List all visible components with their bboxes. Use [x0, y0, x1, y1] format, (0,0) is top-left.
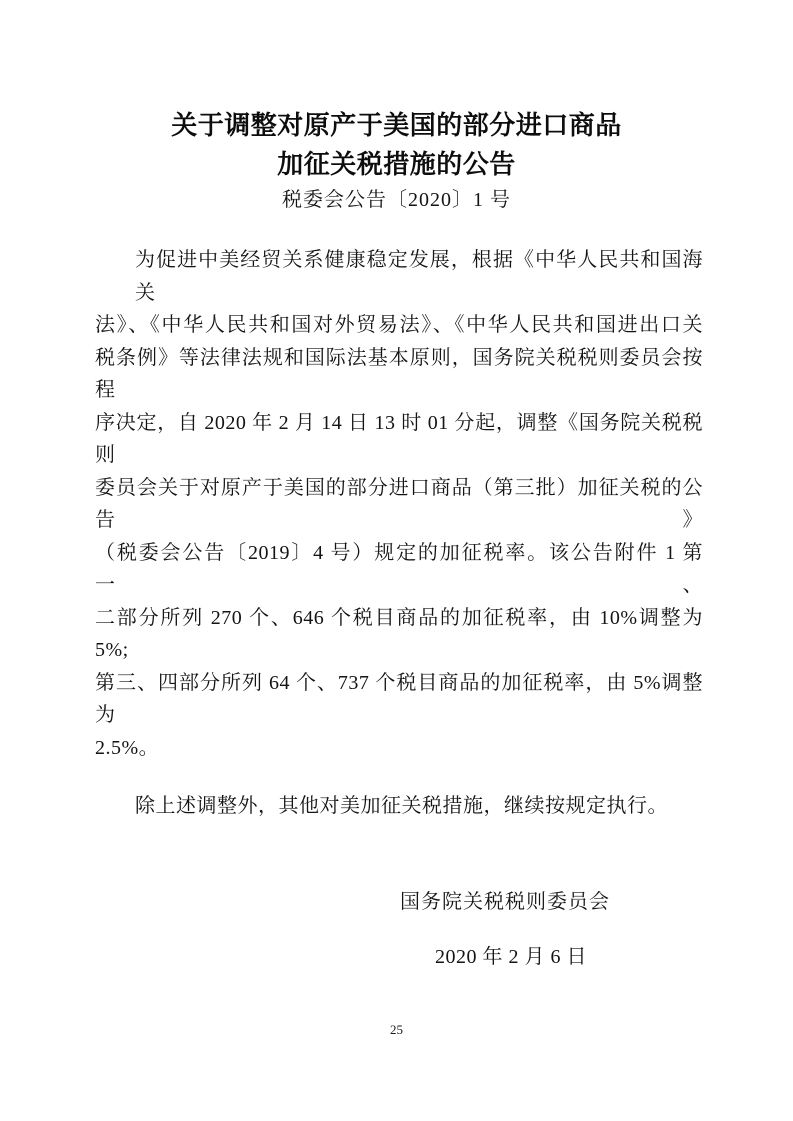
paragraph-2: 除上述调整外，其他对美加征关税措施，继续按规定执行。 — [135, 795, 668, 817]
paragraph-1-line-5: 委员会关于对原产于美国的部分进口商品（第三批）加征关税的公告》 — [95, 476, 703, 531]
paragraph-1-line-8: 第三、四部分所列 64 个、737 个税目商品的加征税率，由 5%调整为 — [95, 671, 703, 726]
page-number: 25 — [390, 1022, 403, 1037]
document-number: 税委会公告〔2020〕1 号 — [282, 189, 511, 211]
paragraph-1-line-4: 序决定，自 2020 年 2 月 14 日 13 时 01 分起，调整《国务院关税税则 — [95, 411, 703, 466]
document-title-line-1: 关于调整对原产于美国的部分进口商品 — [171, 111, 622, 140]
paragraph-1-line-7: 二部分所列 270 个、646 个税目商品的加征税率，由 10%调整为 5%; — [95, 606, 703, 661]
paragraph-1-line-9: 2.5%。 — [95, 736, 160, 759]
paragraph-1-line-6: （税委会公告〔2019〕4 号）规定的加征税率。该公告附件 1 第一、 — [95, 541, 703, 596]
document-title — [0, 0, 793, 184]
signature-date: 2020 年 2 月 6 日 — [435, 945, 587, 968]
paragraph-1-line-3: 税条例》等法律法规和国际法基本原则，国务院关税税则委员会按程 — [95, 346, 703, 401]
document-body — [95, 244, 703, 823]
signature-committee: 国务院关税税则委员会 — [400, 890, 610, 913]
document-title-line-2: 加征关税措施的公告 — [277, 150, 516, 179]
paragraph-1-line-1: 为促进中美经贸关系健康稳定发展，根据《中华人民共和国海关 — [135, 249, 703, 304]
paragraph-1-line-2: 法》、《中华人民共和国对外贸易法》、《中华人民共和国进出口关 — [95, 314, 703, 336]
